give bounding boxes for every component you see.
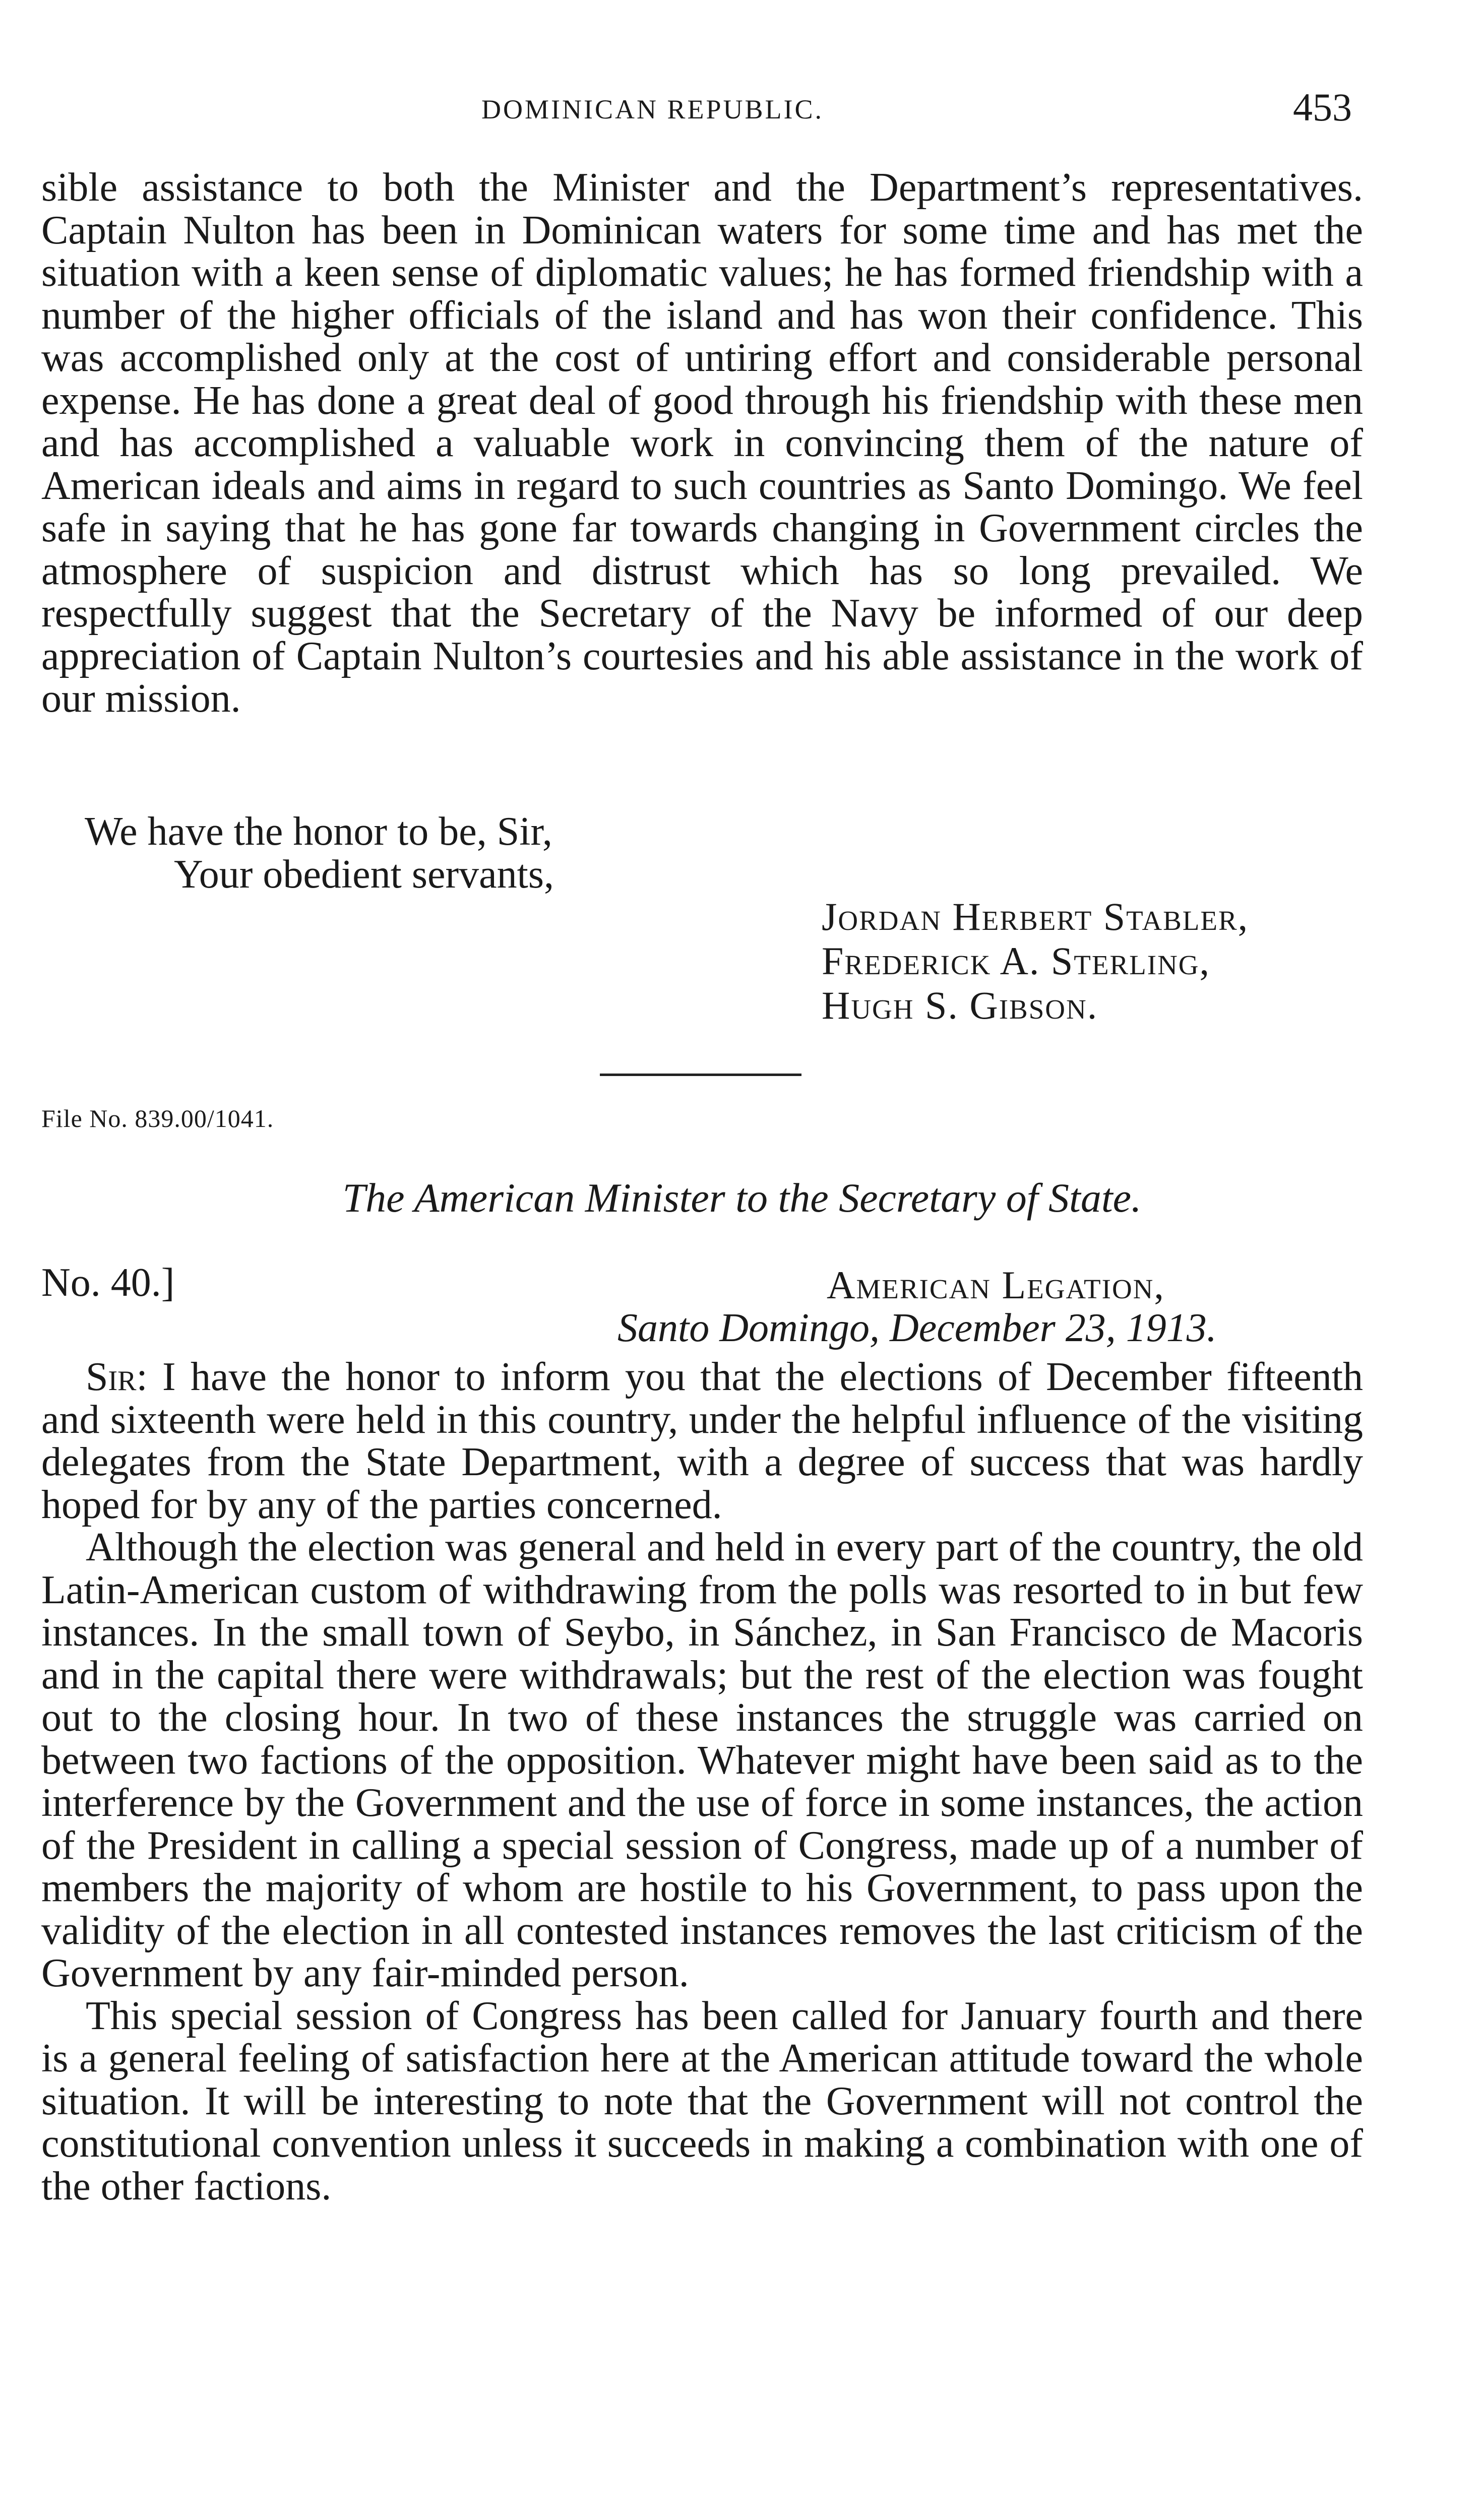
letter2-body (41, 1356, 1363, 2208)
letter2-heading: The American Minister to the Secretary of State. (342, 1175, 1142, 1221)
letter1-closing-line-1: We have the honor to be, Sir, (85, 809, 552, 854)
signature-gibson: Hugh S. Gibson. (822, 983, 1098, 1027)
running-header (0, 85, 1484, 130)
letter1-closing-line-2: Your obedient servants, (174, 852, 554, 897)
signature-stabler: Jordan Herbert Stabler, (822, 895, 1249, 938)
running-title: DOMINICAN REPUBLIC. (481, 94, 824, 124)
signature-block (822, 895, 1249, 1028)
letter2-paragraph-3: This special session of Congress has been called for January fourth and there is a general feeling of satisfaction here at the American attitude toward the whole situation. It will be interesting to note that the Government will not control the constitutional convention unless it succeeds in making a combination with one of the other factions. (41, 1993, 1363, 2209)
letter2-salutation: Sir (86, 1355, 137, 1399)
file-number: File No. 839.00/1041. (41, 1104, 274, 1132)
letter2-number: No. 40.] (41, 1261, 175, 1305)
letter2-paragraph-2: Although the election was general and held in every part of the country, the old Latin-American custom of withdrawing from the polls was resorted to in but few instances. In the small town of Seybo, in Sánchez, in San Francisco de Macoris and in the capital there were withdrawals; but the rest of the election was fought out to the closing hour. In two of these instances the struggle was carried on between two factions of the opposition. Whatever might have been said as to the interference by the Government and the use of force in some instances, the action of the President in calling a special session of Congress, made up of a number of members the majority of whom are hostile to his Government, to pass upon the validity of the election in all contested instances removes the last criticism of the Government by any fair-minded person. (41, 1525, 1363, 1995)
letter2-paragraph-1-text: : I have the honor to inform you that the elections of December fifteenth and sixteenth were held in this country, under the helpful influence of the visiting delegates from the State Department, with a degree of success that was hardly hoped for by any of the parties concerned. (41, 1355, 1363, 1527)
letter2-place-date: Santo Domingo, December 23, 1913. (617, 1306, 1217, 1350)
page-number: 453 (1293, 85, 1352, 129)
letter2-legation: American Legation, (827, 1263, 1165, 1307)
letter1-paragraph: sible assistance to both the Minister and the Department’s representatives. Captain Nulton has been in Dominican waters for some time and has met the situation with a keen sense of diplomatic values; he has formed friendship with a number of the higher officials of the island and has won their confidence. This was accomplished only at the cost of untiring effort and considerable personal expense. He has done a great deal of good through his friendship with these men and has accomplished a valuable work in convincing them of the nature of American ideals and aims in regard to such countries as Santo Domingo. We feel safe in saying that he has gone far towards changing in Government circles the atmosphere of suspicion and distrust which has so long prevailed. We respectfully suggest that the Secretary of the Navy be informed of our deep appreciation of Captain Nulton’s courtesies and his able assistance in the work of our mission. (41, 165, 1363, 721)
letter2-paragraph-1 (41, 1356, 1363, 1526)
section-divider (600, 1074, 801, 1076)
signature-sterling: Frederick A. Sterling, (822, 939, 1211, 983)
